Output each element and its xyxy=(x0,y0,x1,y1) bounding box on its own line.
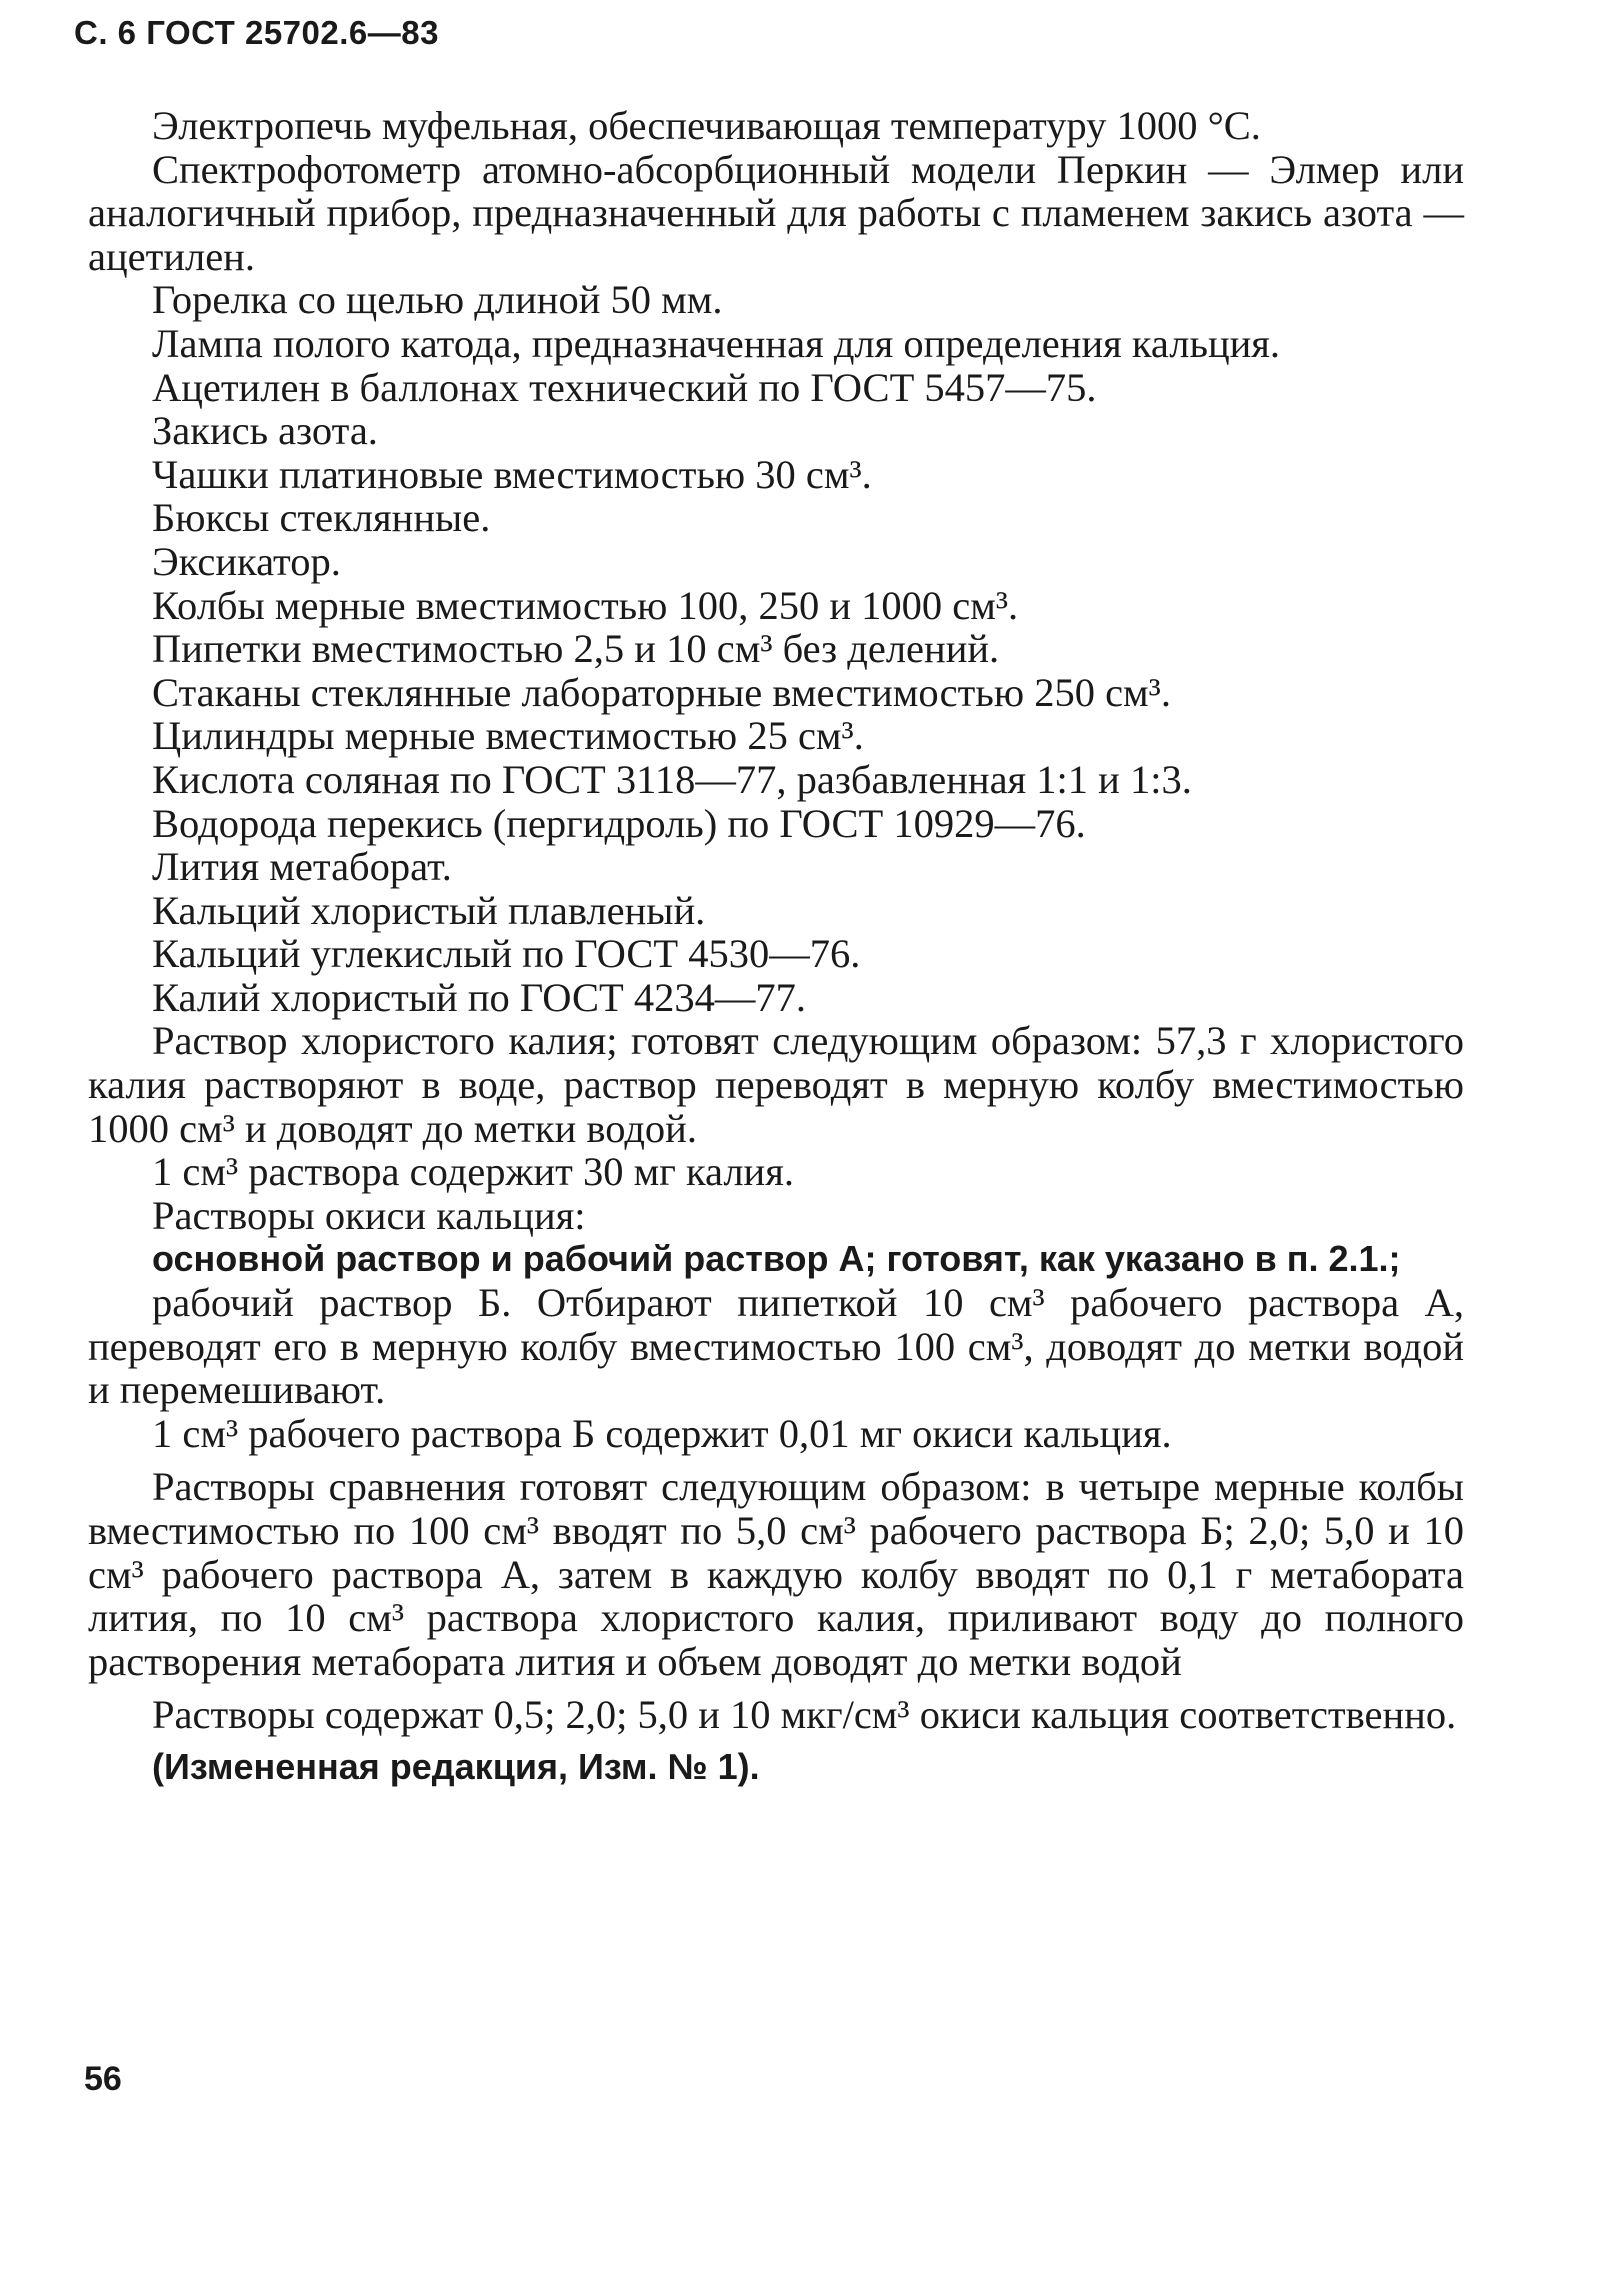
paragraph-pipettes: Пипетки вместимостью 2,5 и 10 см³ без делений. xyxy=(152,626,1000,672)
paragraph-potassium-chloride: Калий хлористый по ГОСТ 4234—77. xyxy=(152,974,807,1020)
document-body xyxy=(88,104,1464,1789)
paragraph-kcl-solution: Раствор хлористого калия; готовят следующим образом: 57,3 г хлористого калия растворяют в воде, раствор переводят в мерную колбу вместимостью 1000 см³ и доводят до метки водой. xyxy=(88,1018,1464,1151)
paragraph-solution-b-concentration: 1 см³ рабочего раствора Б содержит 0,01 мг окиси кальция. xyxy=(152,1410,1172,1456)
page-number: 56 xyxy=(84,2060,122,2098)
paragraph-calcium-chloride: Кальций хлористый плавленый. xyxy=(152,887,706,933)
paragraph-glass-jars: Бюксы стеклянные. xyxy=(152,495,491,541)
paragraph-stock-and-working-a: основной раствор и рабочий раствор А; готовят, как указано в п. 2.1.; xyxy=(152,1238,1401,1280)
amendment-note: (Измененная редакция, Изм. № 1). xyxy=(152,1745,760,1787)
paragraph-acetylene: Ацетилен в баллонах технический по ГОСТ 5457—75. xyxy=(152,364,1097,410)
paragraph-spectrophotometer: Спектрофотометр атомно-абсорбционный модели Перкин — Элмер или аналогичный прибор, предназначенный для работы с пламенем закись азота — ацетилен. xyxy=(88,146,1464,279)
paragraph-reference-solutions: Растворы сравнения готовят следующим образом: в четыре мерные колбы вместимостью по 100 см³ вводят по 5,0 см³ рабочего раствора Б; 2,0; 5,0 и 10 см³ рабочего раствора А, затем в каждую колбу вводят по 0,1 г метабората лития, по 10 см³ раствора хлористого калия, приливают воду до полного растворения метабората лития и объем доводят до метки водой xyxy=(88,1464,1464,1684)
paragraph-lithium-metaborate: Лития метаборат. xyxy=(152,844,452,890)
paragraph-hydrochloric-acid: Кислота соляная по ГОСТ 3118—77, разбавленная 1:1 и 1:3. xyxy=(152,756,1192,802)
paragraph-burner: Горелка со щелью длиной 50 мм. xyxy=(152,277,723,323)
paragraph-calcium-carbonate: Кальций углекислый по ГОСТ 4530—76. xyxy=(152,931,861,977)
paragraph-hydrogen-peroxide: Водорода перекись (пергидроль) по ГОСТ 10929—76. xyxy=(152,800,1086,846)
paragraph-working-solution-b: рабочий раствор Б. Отбирают пипеткой 10 см³ рабочего раствора А, переводят его в мерную колбу вместимостью 100 см³, доводят до метки водой и перемешивают. xyxy=(88,1280,1464,1413)
paragraph-beakers: Стаканы стеклянные лабораторные вместимостью 250 см³. xyxy=(152,669,1171,715)
paragraph-reference-concentrations: Растворы содержат 0,5; 2,0; 5,0 и 10 мкг/см³ окиси кальция соответственно. xyxy=(152,1692,1457,1738)
paragraph-muffle-furnace: Электропечь муфельная, обеспечивающая температуру 1000 °С. xyxy=(152,103,1261,148)
paragraph-platinum-cups: Чашки платиновые вместимостью 30 см³. xyxy=(152,451,872,497)
paragraph-desiccator: Эксикатор. xyxy=(152,538,341,584)
paragraph-cylinders: Цилиндры мерные вместимостью 25 см³. xyxy=(152,713,864,759)
paragraph-calcium-oxide-solutions: Растворы окиси кальция: xyxy=(152,1192,586,1238)
running-header: С. 6 ГОСТ 25702.6—83 xyxy=(74,14,439,51)
paragraph-nitrous-oxide: Закись азота. xyxy=(152,408,378,454)
paragraph-lamp: Лампа полого катода, предназначенная для определения кальция. xyxy=(152,320,1281,366)
paragraph-kcl-concentration: 1 см³ раствора содержит 30 мг калия. xyxy=(152,1149,794,1195)
paragraph-volumetric-flasks: Колбы мерные вместимостью 100, 250 и 1000 см³. xyxy=(152,582,1019,628)
